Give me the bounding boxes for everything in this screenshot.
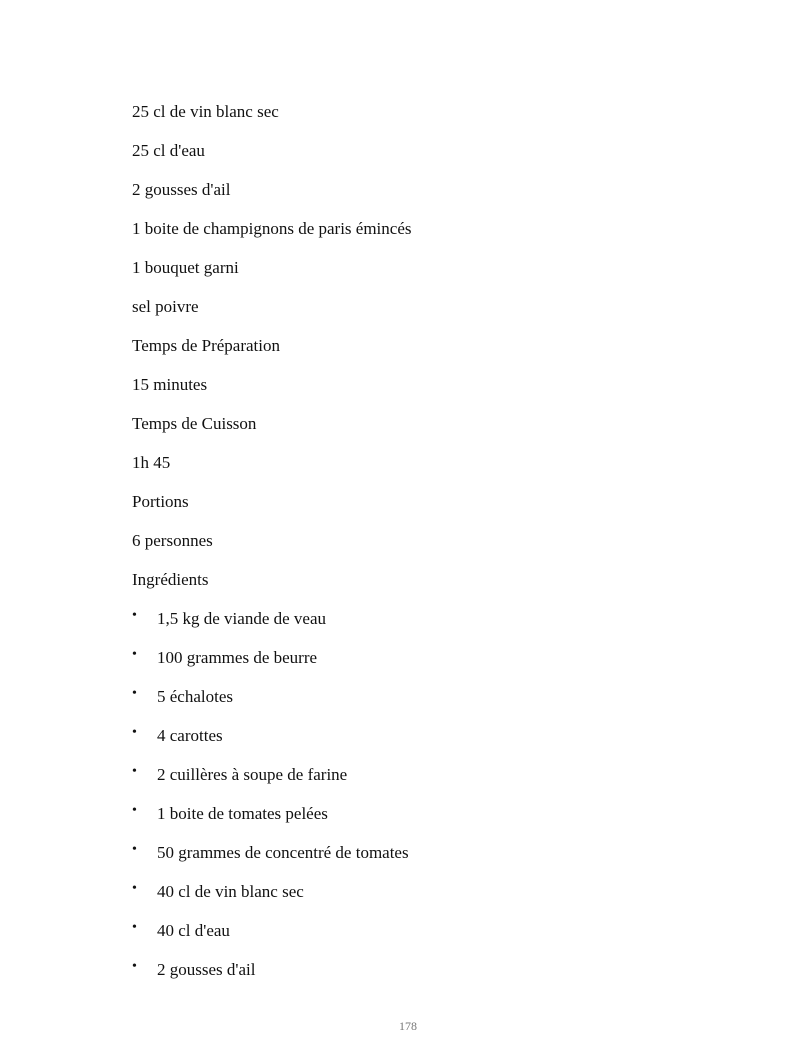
list-item [132, 919, 732, 958]
ingredients-heading: Ingrédients [132, 570, 209, 589]
text-line-garlic: 2 gousses d'ail [132, 180, 231, 199]
recipe-content [132, 100, 732, 997]
portions-value: 6 personnes [132, 531, 213, 550]
bullet-icon: • [132, 686, 137, 701]
cook-time-value: 1h 45 [132, 453, 171, 472]
bullet-icon: • [132, 725, 137, 740]
ingredient-text: 2 cuillères à soupe de farine [157, 765, 348, 784]
list-item [132, 685, 732, 724]
list-item [132, 958, 732, 997]
text-line-water: 25 cl d'eau [132, 141, 205, 160]
bullet-icon: • [132, 920, 137, 935]
list-item [132, 880, 732, 919]
ingredient-text: 50 grammes de concentré de tomates [157, 843, 409, 862]
cook-time-heading: Temps de Cuisson [132, 414, 257, 433]
ingredient-text: 4 carottes [157, 726, 223, 745]
list-item [132, 763, 732, 802]
bullet-icon: • [132, 608, 137, 623]
portions-heading: Portions [132, 492, 189, 511]
ingredient-text: 1,5 kg de viande de veau [157, 609, 326, 628]
prep-time-value: 15 minutes [132, 375, 208, 394]
ingredient-text: 1 boite de tomates pelées [157, 804, 328, 823]
ingredient-text: 5 échalotes [157, 687, 233, 706]
ingredient-text: 40 cl de vin blanc sec [157, 882, 304, 901]
bullet-icon: • [132, 803, 137, 818]
page-number: 178 [399, 1019, 417, 1033]
text-line-salt-pepper: sel poivre [132, 297, 199, 316]
list-item [132, 607, 732, 646]
bullet-icon: • [132, 881, 137, 896]
ingredient-text: 100 grammes de beurre [157, 648, 318, 667]
prep-time-heading: Temps de Préparation [132, 336, 280, 355]
text-line-mushrooms: 1 boite de champignons de paris émincés [132, 219, 412, 238]
list-item [132, 646, 732, 685]
ingredient-text: 2 gousses d'ail [157, 960, 256, 979]
list-item [132, 841, 732, 880]
bullet-icon: • [132, 647, 137, 662]
list-item [132, 802, 732, 841]
text-line-bouquet-garni: 1 bouquet garni [132, 258, 239, 277]
list-item [132, 724, 732, 763]
bullet-icon: • [132, 764, 137, 779]
bullet-icon: • [132, 842, 137, 857]
bullet-icon: • [132, 959, 137, 974]
text-line-wine: 25 cl de vin blanc sec [132, 102, 279, 121]
ingredient-text: 40 cl d'eau [157, 921, 230, 940]
